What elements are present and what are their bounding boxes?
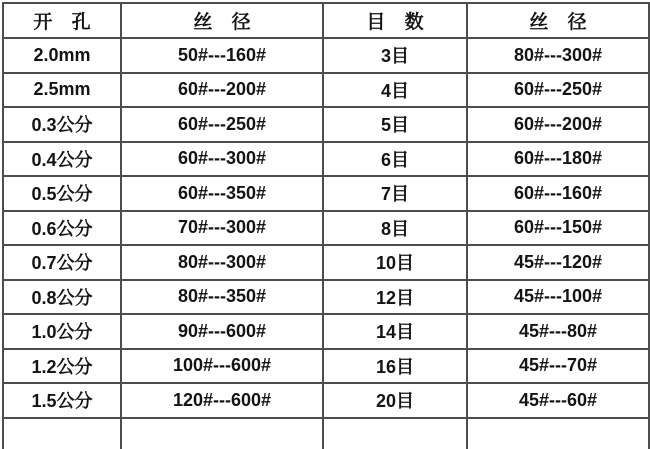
table-cell-empty (3, 418, 121, 449)
table-cell: 0.6公分 (3, 211, 121, 246)
table-cell: 90#---600# (121, 314, 323, 349)
table-row (3, 211, 649, 246)
table-cell: 16目 (323, 349, 467, 384)
table-cell: 45#---60# (467, 383, 649, 418)
table-cell: 60#---150# (467, 211, 649, 246)
table-body (3, 38, 649, 449)
table-row (3, 142, 649, 177)
table-row (3, 73, 649, 108)
table-cell: 80#---300# (121, 245, 323, 280)
table-cell: 10目 (323, 245, 467, 280)
table-cell: 70#---300# (121, 211, 323, 246)
table-row (3, 349, 649, 384)
table-cell: 8目 (323, 211, 467, 246)
table-row (3, 314, 649, 349)
header-wire-diameter-left: 丝 径 (121, 3, 323, 38)
table-row (3, 107, 649, 142)
table-cell: 12目 (323, 280, 467, 315)
mesh-spec-table (2, 2, 650, 449)
table-cell: 120#---600# (121, 383, 323, 418)
table-cell: 45#---120# (467, 245, 649, 280)
table-row (3, 245, 649, 280)
table-row (3, 383, 649, 418)
table-row (3, 176, 649, 211)
table-cell: 60#---200# (467, 107, 649, 142)
table-cell: 14目 (323, 314, 467, 349)
table-cell: 1.5公分 (3, 383, 121, 418)
table-cell: 1.0公分 (3, 314, 121, 349)
table-cell: 80#---300# (467, 38, 649, 73)
table-cell: 2.0mm (3, 38, 121, 73)
table-cell: 20目 (323, 383, 467, 418)
table-cell-empty (323, 418, 467, 449)
table-cell: 0.4公分 (3, 142, 121, 177)
table-cell: 0.5公分 (3, 176, 121, 211)
table-row (3, 280, 649, 315)
table-cell: 60#---250# (467, 73, 649, 108)
header-opening: 开 孔 (3, 3, 121, 38)
table-cell: 6目 (323, 142, 467, 177)
table-cell-empty (121, 418, 323, 449)
table-cell: 80#---350# (121, 280, 323, 315)
table-cell: 0.7公分 (3, 245, 121, 280)
table-cell: 60#---350# (121, 176, 323, 211)
table-cell: 45#---70# (467, 349, 649, 384)
table-cell: 5目 (323, 107, 467, 142)
table-row (3, 38, 649, 73)
table-cell: 60#---180# (467, 142, 649, 177)
table-cell: 4目 (323, 73, 467, 108)
table-cell: 2.5mm (3, 73, 121, 108)
table-cell: 60#---160# (467, 176, 649, 211)
table-cell: 3目 (323, 38, 467, 73)
table-cell: 45#---100# (467, 280, 649, 315)
table-cell: 60#---200# (121, 73, 323, 108)
table-cell-empty (467, 418, 649, 449)
table-cell: 0.3公分 (3, 107, 121, 142)
table-cell: 60#---300# (121, 142, 323, 177)
table-cell: 100#---600# (121, 349, 323, 384)
table-cell: 50#---160# (121, 38, 323, 73)
table-cell: 7目 (323, 176, 467, 211)
header-wire-diameter-right: 丝 径 (467, 3, 649, 38)
table-cell: 0.8公分 (3, 280, 121, 315)
table-cell: 1.2公分 (3, 349, 121, 384)
header-row (3, 3, 649, 38)
table-cell: 45#---80# (467, 314, 649, 349)
table-cell: 60#---250# (121, 107, 323, 142)
partial-bottom-row (3, 418, 649, 449)
header-mesh-count: 目 数 (323, 3, 467, 38)
